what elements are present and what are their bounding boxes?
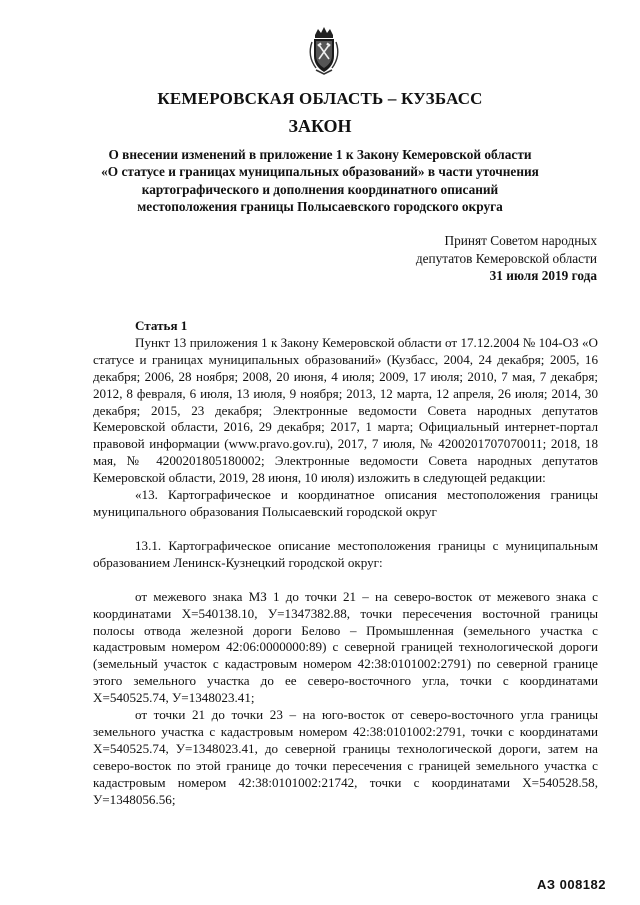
article-heading: Статья 1	[135, 318, 188, 333]
adoption-line: Принят Советом народных	[444, 233, 597, 248]
body-paragraph: от межевого знака МЗ 1 до точки 21 – на северо-восток от межевого знака с координатами Х=540138.10, У=1347382.88, точки пересечения восточной границы полосы отвода железной дороги Белово – Промышленная (земельного участка с кадастровым номером 42:06:0000000:89) с северной границей технологической дороги (земельный участок с кадастровым номером 42:38:0101002:2791) по северной границе этого земельного участка до ее северо-восточного угла, точки с координатами Х=540525.74, У=1348023.41;	[93, 588, 598, 706]
document-type-title: ЗАКОН	[288, 116, 352, 136]
document-body	[93, 318, 598, 808]
body-paragraph: «13. Картографическое и координатное описания местоположения границы муниципального образования Полысаевский городской округ	[93, 487, 598, 519]
subtitle-line: «О статусе и границах муниципальных образований» в части уточнения	[101, 164, 539, 180]
form-serial-number: АЗ 008182	[536, 877, 606, 892]
subtitle-line: картографического и дополнения координатного описаний	[141, 181, 499, 197]
body-paragraph: 13.1. Картографическое описание местоположения границы с муниципальным образованием Ленинск-Кузнецкий городской округ:	[93, 537, 598, 570]
subtitle-line: О внесении изменений в приложение 1 к Закону Кемеровской области	[108, 147, 532, 162]
law-subtitle	[80, 146, 560, 215]
region-title: КЕМЕРОВСКАЯ ОБЛАСТЬ – КУЗБАСС	[157, 89, 483, 108]
adoption-line: депутатов Кемеровской области	[415, 250, 597, 266]
subtitle-line: местоположения границы Полысаевского городского округа	[137, 198, 503, 214]
coat-of-arms-emblem	[304, 26, 344, 76]
adoption-block	[416, 232, 597, 285]
body-paragraph: от точки 21 до точки 23 – на юго-восток от северо-восточного угла границы земельного участка с кадастровым номером 42:38:0101002:2791, точки с координатами Х=540525.74, У=1348023.41, до северной границы технологической дороги, затем на северо-восток по этой границе до точки пересечения с границей земельного участка с кадастровым номером 42:38:0101002:21742, точки с координатами Х=540528.58, У=1348056.56;	[93, 707, 598, 807]
adoption-date: 31 июля 2019 года	[489, 268, 597, 283]
body-paragraph: Пункт 13 приложения 1 к Закону Кемеровской области от 17.12.2004 № 104-ОЗ «О статусе и границах муниципальных образований» (Кузбасс, 2004, 24 декабря; 2005, 16 декабря; 2006, 28 ноября; 2008, 20 июня, 4 июля; 2009, 17 июля; 2010, 7 мая, 7 декабря; 2012, 8 февраля, 6 июля, 13 июля, 9 ноября; 2013, 12 марта, 12 апреля, 26 июля; 2014, 30 декабря; 2015, 23 декабря; Электронные ведомости Совета народных депутатов Кемеровской области, 2016, 29 декабря; 2017, 1 марта; Официальный интернет-портал правовой информации (www.pravo.gov.ru), 2017, 7 июля, № 4200201707070011; 2018, 18 мая, № 4200201805180002; Электронные ведомости Совета народных депутатов Кемеровской области, 2019, 28 июня, 10 июля) изложить в следующей редакции:	[93, 334, 598, 486]
